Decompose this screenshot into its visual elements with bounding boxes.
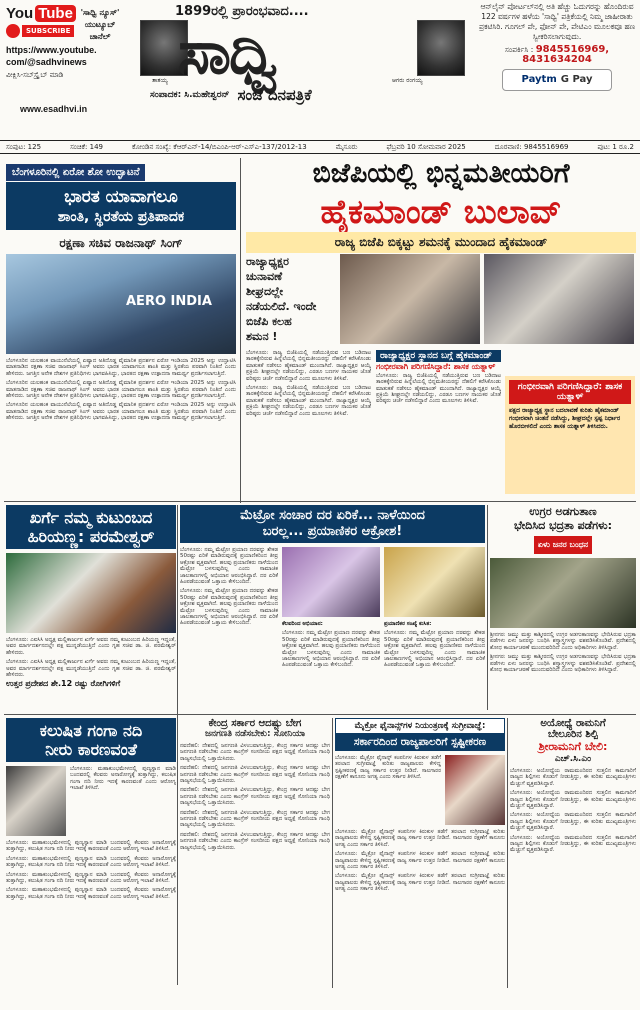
promo-contact-label: ಸಂಪರ್ಕಿಸಿ : xyxy=(504,45,534,54)
headline-line: ಭೇದಿಸಿದ ಭದ್ರತಾ ಪಡೆಗಳು: xyxy=(514,519,612,532)
metro-commuters-photo xyxy=(384,547,485,617)
story-tag: ಬೆಂಗಳೂರಿನಲ್ಲಿ ಏರೋ ಶೋ ಉದ್ಘಾಟನೆ xyxy=(6,164,145,181)
story-paragraph: ಶ್ರೀನಗರ: ಜಮ್ಮು ಮತ್ತು ಕಾಶ್ಮೀರದಲ್ಲಿ ಉಗ್ರರ ಅಡಗುತಾಣವನ್ನು ಭೇದಿಸಿರುವ ಭದ್ರತಾ ಪಡೆಗಳು ಏಳು ಜನರನ್ನು ಬಂಧಿಸಿ ಶಸ್ತ್ರಾಸ್ತ್ರಗಳನ್ನು ವಶಪಡಿಸಿಕೊಂಡಿವೆ. ಪ್ರದೇಶದಲ್ಲಿ ಶೋಧ ಕಾರ್ಯಾಚರಣೆ ಮುಂದುವರಿದಿದೆ ಎಂದು ಅಧಿಕಾರಿಗಳು ತಿಳಿಸಿದ್ದಾರೆ. xyxy=(490,632,636,651)
metro-body-col2 xyxy=(282,621,380,717)
sidebar-text: ಪಕ್ಷದ ರಾಜ್ಯಾಧ್ಯಕ್ಷ ಸ್ಥಾನ ಬದಲಾವಣೆ ಕುರಿತು ಹೈಕಮಾಂಡ್ ಗಂಭೀರವಾಗಿ ಚಿಂತನೆ ನಡೆಸಿದ್ದು, ಶೀಘ್ರದಲ್ಲೇ ಸ್ಪಷ್ಟ ನಿರ್ಧಾರ ಹೊರಬೀಳಲಿದೆ ಎಂದು ಶಾಸಕ ಯತ್ನಾಳ್ ತಿಳಿಸಿದರು. xyxy=(509,407,621,430)
headline-line: ಕೇಂದ್ರ ಸರ್ಕಾರ ಆದಷ್ಟು ಬೇಗ xyxy=(208,718,302,729)
health-minister-photo xyxy=(6,766,66,836)
evening-daily-label: ಸಂಜೆ ದಿನಪತ್ರಿಕೆ xyxy=(237,86,312,104)
bjp-leaders-photo-2 xyxy=(484,254,634,344)
security-forces-photo xyxy=(490,558,636,628)
kharge-headline xyxy=(6,505,176,549)
story-paragraph: ಬೆಂಗಳೂರಿನ ಯಲಹಂಕ ವಾಯುನೆಲೆಯಲ್ಲಿ ಏಷ್ಯಾದ ಅತಿದೊಡ್ಡ ವೈಮಾನಿಕ ಪ್ರದರ್ಶನ ಏರೋ ಇಂಡಿಯಾ 2025 ಅನ್ನು ಉದ್ಘಾಟಿಸಿ ಮಾತನಾಡಿದ ರಕ್ಷಣಾ ಸಚಿವ ರಾಜನಾಥ್ ಸಿಂಗ್ ಅವರು ಭಾರತ ಯಾವಾಗಲೂ ಶಾಂತಿ ಮತ್ತು ಸ್ಥಿರತೆಯ ಪರವಾಗಿ ನಿಂತಿದೆ ಎಂದು ಹೇಳಿದರು. ಜಗತ್ತಿನ ಅನೇಕ ದೇಶಗಳ ಪ್ರತಿನಿಧಿಗಳು ಭಾಗವಹಿಸಿದ್ದು, ಭಾರತದ ರಕ್ಷಣಾ ಉತ್ಪಾದನಾ ಸಾಮರ್ಥ್ಯ ಪ್ರದರ್ಶಿಸಲಾಗುತ್ತಿದೆ. xyxy=(6,380,236,400)
microfinance-body xyxy=(335,829,505,989)
story-paragraph: ಬೆಂಗಳೂರು: ನಮ್ಮ ಮೆಟ್ರೋ ಪ್ರಯಾಣ ದರವನ್ನು ಶೇಕಡ 50ರಷ್ಟು ಏರಿಕೆ ಮಾಡಿರುವುದಕ್ಕೆ ಪ್ರಯಾಣಿಕರಿಂದ ತೀವ್ರ ಆಕ್ರೋಶ ವ್ಯಕ್ತವಾಗಿದೆ. ಹಲವು ಪ್ರಯಾಣಿಕರು ನಾಳೆಯಿಂದ ಮೆಟ್ರೋ ಬಳಸುವುದಿಲ್ಲ ಎಂದು ಸಾಮಾಜಿಕ ಜಾಲತಾಣಗಳಲ್ಲಿ ಅಭಿಯಾನ ಆರಂಭಿಸಿದ್ದಾರೆ. ದರ ಏರಿಕೆ ಹಿಂಪಡೆಯುವಂತೆ ಒತ್ತಾಯ ಕೇಳಿಬಂದಿದೆ. xyxy=(282,630,380,669)
quote-line: ಚುನಾವಣೆ xyxy=(246,270,283,283)
url-line: com/@sadhvinews xyxy=(6,57,87,67)
quote-line: ಬಿಜೆಪಿ ಕಲಹ xyxy=(246,315,292,328)
story-paragraph: ಬೆಂಗಳೂರು: ಮಹಾಕುಂಭಮೇಳದಲ್ಲಿ ಪುಣ್ಯಸ್ನಾನ ಮಾಡಿ ಬಂದವರಲ್ಲಿ ಕೆಲವರು ಅನಾರೋಗ್ಯಕ್ಕೆ ತುತ್ತಾಗಿದ್ದು, ಕಲುಷಿತ ಗಂಗಾ ನದಿ ನೀರು ಇದಕ್ಕೆ ಕಾರಣವಂತೆ ಎಂದು ಆರೋಗ್ಯ ಇಲಾಖೆ ತಿಳಿಸಿದೆ. xyxy=(6,887,176,900)
story-subhead: ಕೆಲವರಿಂದ ಅಭಿಯಾನ: xyxy=(282,621,323,627)
youtube-promo[interactable] xyxy=(6,5,126,120)
metro-train-photo xyxy=(282,547,380,617)
website-link[interactable]: www.esadhvi.in xyxy=(20,104,88,114)
advert-promo xyxy=(478,2,636,126)
yatnal-sidebar xyxy=(505,376,635,494)
bell-icon xyxy=(6,24,20,38)
story-paragraph: ನವದೆಹಲಿ: ದೇಶದಲ್ಲಿ ಜನಗಣತಿ ವಿಳಂಬವಾಗುತ್ತಿದ್ದು, ಕೇಂದ್ರ ಸರ್ಕಾರ ಆದಷ್ಟು ಬೇಗ ಜನಗಣತಿ ನಡೆಸಬೇಕು ಎಂದು ಕಾಂಗ್ರೆಸ್ ಸಂಸದೀಯ ಪಕ್ಷದ ಅಧ್ಯಕ್ಷೆ ಸೋನಿಯಾ ಗಾಂಧಿ ರಾಜ್ಯಸಭೆಯಲ್ಲಿ ಒತ್ತಾಯಿಸಿದರು. xyxy=(180,809,330,829)
ganga-headline xyxy=(6,718,176,762)
quote-line: ರಾಜ್ಯಾಧ್ಯಕ್ಷರ xyxy=(246,255,289,268)
headline-line: ಬೇಲೂರಿನ ಶಿಲ್ಪಿ xyxy=(548,729,598,740)
defence-subhead: ರಕ್ಷಣಾ ಸಚಿವ ರಾಜನಾಥ್ ಸಿಂಗ್ xyxy=(59,236,183,250)
story-paragraph: ಬೆಂಗಳೂರು: ಮೈಕ್ರೋ ಫೈನಾನ್ಸ್ ಕಂಪನಿಗಳ ಕಿರುಕುಳ ತಡೆಗೆ ತರಲಾದ ಸುಗ್ರೀವಾಜ್ಞೆ ಕುರಿತು ರಾಜ್ಯಪಾಲರು ಕೇಳಿದ್ದ ಸ್ಪಷ್ಟೀಕರಣಕ್ಕೆ ರಾಜ್ಯ ಸರ್ಕಾರ ಉತ್ತರ ನೀಡಿದೆ. ಸಾಲಗಾರರ ರಕ್ಷಣೆಗೆ ಕಾನೂನು ಅಗತ್ಯ ಎಂದು ಸರ್ಕಾರ ತಿಳಿಸಿದೆ. xyxy=(335,829,505,848)
bjp-body-col2 xyxy=(376,350,501,500)
story-paragraph: ಬೆಂಗಳೂರು: ನಮ್ಮ ಮೆಟ್ರೋ ಪ್ರಯಾಣ ದರವನ್ನು ಶೇಕಡ 50ರಷ್ಟು ಏರಿಕೆ ಮಾಡಿರುವುದಕ್ಕೆ ಪ್ರಯಾಣಿಕರಿಂದ ತೀವ್ರ ಆಕ್ರೋಶ ವ್ಯಕ್ತವಾಗಿದೆ. ಹಲವು ಪ್ರಯಾಣಿಕರು ನಾಳೆಯಿಂದ ಮೆಟ್ರೋ ಬಳಸುವುದಿಲ್ಲ ಎಂದು ಸಾಮಾಜಿಕ ಜಾಲತಾಣಗಳಲ್ಲಿ ಅಭಿಯಾನ ಆರಂಭಿಸಿದ್ದಾರೆ. ದರ ಏರಿಕೆ ಹಿಂಪಡೆಯುವಂತೆ ಒತ್ತಾಯ ಕೇಳಿಬಂದಿದೆ. xyxy=(384,630,485,669)
terror-story[interactable] xyxy=(490,505,636,742)
headline-line: ನೀರು ಕಾರಣವಂತೆ xyxy=(45,740,137,759)
story-paragraph: ಬೆಂಗಳೂರು: ರಾಜ್ಯ ಬಿಜೆಪಿಯಲ್ಲಿ ನಡೆಯುತ್ತಿರುವ ಬಣ ಬಡಿದಾಟ ತಾರಕಕ್ಕೇರಿರುವ ಹಿನ್ನೆಲೆಯಲ್ಲಿ ಭಿನ್ನಮತೀಯರನ್ನು ದೆಹಲಿಗೆ ಕರೆಸಿಕೊಂಡು ಮಾತುಕತೆ ನಡೆಸಲು ಹೈಕಮಾಂಡ್ ಮುಂದಾಗಿದೆ. ರಾಜ್ಯಾಧ್ಯಕ್ಷರ ಆಯ್ಕೆ ಪ್ರಕ್ರಿಯೆ ಶೀಘ್ರದಲ್ಲೇ ನಡೆಯಲಿದ್ದು, ಎರಡೂ ಬಣಗಳ ನಾಯಕರ ಜೊತೆ ವರಿಷ್ಠರು ಚರ್ಚೆ ನಡೆಸಲಿದ್ದಾರೆ ಎಂದು ಮೂಲಗಳು ತಿಳಿಸಿವೆ. xyxy=(246,350,371,382)
story-paragraph: ಬೆಂಗಳೂರು: ನಮ್ಮ ಮೆಟ್ರೋ ಪ್ರಯಾಣ ದರವನ್ನು ಶೇಕಡ 50ರಷ್ಟು ಏರಿಕೆ ಮಾಡಿರುವುದಕ್ಕೆ ಪ್ರಯಾಣಿಕರಿಂದ ತೀವ್ರ ಆಕ್ರೋಶ ವ್ಯಕ್ತವಾಗಿದೆ. ಹಲವು ಪ್ರಯಾಣಿಕರು ನಾಳೆಯಿಂದ ಮೆಟ್ರೋ ಬಳಸುವುದಿಲ್ಲ ಎಂದು ಸಾಮಾಜಿಕ ಜಾಲತಾಣಗಳಲ್ಲಿ ಅಭಿಯಾನ ಆರಂಭಿಸಿದ್ದಾರೆ. ದರ ಏರಿಕೆ ಹಿಂಪಡೆಯುವಂತೆ ಒತ್ತಾಯ ಕೇಳಿಬಂದಿದೆ. xyxy=(180,588,278,627)
photo-banner-text: AERO INDIA xyxy=(126,294,212,309)
sub-story-subtitle: ಗಂಭೀರವಾಗಿ ಪರಿಗಣಿಸಿದ್ದಾರೆ: ಶಾಸಕ ಯತ್ನಾಳ್ xyxy=(376,362,496,372)
headline-line: ಅಯೋಧ್ಯೆ ರಾಮನಿಗೆ xyxy=(540,718,606,729)
microfinance-story[interactable] xyxy=(335,718,505,989)
headline-line: ಕಲುಷಿತ ಗಂಗಾ ನದಿ xyxy=(39,721,143,740)
story-paragraph: ಶ್ರೀನಗರ: ಜಮ್ಮು ಮತ್ತು ಕಾಶ್ಮೀರದಲ್ಲಿ ಉಗ್ರರ ಅಡಗುತಾಣವನ್ನು ಭೇದಿಸಿರುವ ಭದ್ರತಾ ಪಡೆಗಳು ಏಳು ಜನರನ್ನು ಬಂಧಿಸಿ ಶಸ್ತ್ರಾಸ್ತ್ರಗಳನ್ನು ವಶಪಡಿಸಿಕೊಂಡಿವೆ. ಪ್ರದೇಶದಲ್ಲಿ ಶೋಧ ಕಾರ್ಯಾಚರಣೆ ಮುಂದುವರಿದಿದೆ ಎಂದು ಅಧಿಕಾರಿಗಳು ತಿಳಿಸಿದ್ದಾರೆ. xyxy=(490,654,636,674)
city: ಮೈಸೂರು xyxy=(335,143,358,151)
headline-line: ಬಿಜೆಪಿಯಲ್ಲಿ ಭಿನ್ನಮತೀಯರಿಗೆ xyxy=(312,158,570,189)
channel-line: 'ಸಾಧ್ವಿ ನ್ಯೂಸ್' xyxy=(80,8,120,17)
defence-body xyxy=(6,358,236,498)
channel-label xyxy=(70,7,130,43)
story-paragraph: ಬೆಂಗಳೂರು: ಎಐಸಿಸಿ ಅಧ್ಯಕ್ಷ ಮಲ್ಲಿಕಾರ್ಜುನ ಖರ್ಗೆ ಅವರು ನಮ್ಮ ಕುಟುಂಬದ ಹಿರಿಯಣ್ಣ ಇದ್ದಂತೆ, ಅವರ ಮಾರ್ಗದರ್ಶನದಲ್ಲೇ ಪಕ್ಷ ಮುನ್ನಡೆಯುತ್ತಿದೆ ಎಂದು ಗೃಹ ಸಚಿವ ಡಾ. ಜಿ. ಪರಮೇಶ್ವರ್ ಹೇಳಿದರು. xyxy=(6,637,176,656)
headline-line: ಶಾಂತಿ, ಸ್ಥಿರತೆಯ ಪ್ರತಿಪಾದಕ xyxy=(57,209,185,225)
defence-story-tag xyxy=(6,160,236,179)
microfinance-body-top xyxy=(335,755,441,825)
story-paragraph: ಬೆಂಗಳೂರು: ಮಹಾಕುಂಭಮೇಳದಲ್ಲಿ ಪುಣ್ಯಸ್ನಾನ ಮಾಡಿ ಬಂದವರಲ್ಲಿ ಕೆಲವರು ಅನಾರೋಗ್ಯಕ್ಕೆ ತುತ್ತಾಗಿದ್ದು, ಕಲುಷಿತ ಗಂಗಾ ನದಿ ನೀರು ಇದಕ್ಕೆ ಕಾರಣವಂತೆ ಎಂದು ಆರೋಗ್ಯ ಇಲಾಖೆ ತಿಳಿಸಿದೆ. xyxy=(6,840,176,853)
ganga-story[interactable] xyxy=(6,718,176,1010)
ganga-body xyxy=(6,840,176,1010)
story-paragraph: ನವದೆಹಲಿ: ದೇಶದಲ್ಲಿ ಜನಗಣತಿ ವಿಳಂಬವಾಗುತ್ತಿದ್ದು, ಕೇಂದ್ರ ಸರ್ಕಾರ ಆದಷ್ಟು ಬೇಗ ಜನಗಣತಿ ನಡೆಸಬೇಕು ಎಂದು ಕಾಂಗ್ರೆಸ್ ಸಂಸದೀಯ ಪಕ್ಷದ ಅಧ್ಯಕ್ಷೆ ಸೋನಿಯಾ ಗಾಂಧಿ ರಾಜ್ಯಸಭೆಯಲ್ಲಿ ಒತ್ತಾಯಿಸಿದರು. xyxy=(180,831,330,851)
census-body xyxy=(180,743,330,973)
visit-note: ವೀಕ್ಷಿಸಿ-ಸಬ್‌ಸ್ಕ್ರೈಬ್ ಮಾಡಿ xyxy=(6,71,64,79)
editor-portrait xyxy=(417,20,465,76)
story-paragraph: ಬೆಂಗಳೂರು: ರಾಜ್ಯ ಬಿಜೆಪಿಯಲ್ಲಿ ನಡೆಯುತ್ತಿರುವ ಬಣ ಬಡಿದಾಟ ತಾರಕಕ್ಕೇರಿರುವ ಹಿನ್ನೆಲೆಯಲ್ಲಿ ಭಿನ್ನಮತೀಯರನ್ನು ದೆಹಲಿಗೆ ಕರೆಸಿಕೊಂಡು ಮಾತುಕತೆ ನಡೆಸಲು ಹೈಕಮಾಂಡ್ ಮುಂದಾಗಿದೆ. ರಾಜ್ಯಾಧ್ಯಕ್ಷರ ಆಯ್ಕೆ ಪ್ರಕ್ರಿಯೆ ಶೀಘ್ರದಲ್ಲೇ ನಡೆಯಲಿದ್ದು, ಎರಡೂ ಬಣಗಳ ನಾಯಕರ ಜೊತೆ ವರಿಷ್ಠರು ಚರ್ಚೆ ನಡೆಸಲಿದ್ದಾರೆ ಎಂದು ಮೂಲಗಳು ತಿಳಿಸಿವೆ. xyxy=(246,385,371,417)
youtube-logo-text-tube: Tube xyxy=(35,5,76,22)
story-paragraph: ಬೆಂಗಳೂರು: ಮೈಕ್ರೋ ಫೈನಾನ್ಸ್ ಕಂಪನಿಗಳ ಕಿರುಕುಳ ತಡೆಗೆ ತರಲಾದ ಸುಗ್ರೀವಾಜ್ಞೆ ಕುರಿತು ರಾಜ್ಯಪಾಲರು ಕೇಳಿದ್ದ ಸ್ಪಷ್ಟೀಕರಣಕ್ಕೆ ರಾಜ್ಯ ಸರ್ಕಾರ ಉತ್ತರ ನೀಡಿದೆ. ಸಾಲಗಾರರ ರಕ್ಷಣೆಗೆ ಕಾನೂನು ಅಗತ್ಯ ಎಂದು ಸರ್ಕಾರ ತಿಳಿಸಿದೆ. xyxy=(335,755,441,781)
since-line: 1899ರಲ್ಲಿ ಪ್ರಾರಂಭವಾದ.... xyxy=(175,4,309,19)
masthead xyxy=(130,2,475,104)
story-paragraph: ಬೆಂಗಳೂರು: ಮಹಾಕುಂಭಮೇಳದಲ್ಲಿ ಪುಣ್ಯಸ್ನಾನ ಮಾಡಿ ಬಂದವರಲ್ಲಿ ಕೆಲವರು ಅನಾರೋಗ್ಯಕ್ಕೆ ತುತ್ತಾಗಿದ್ದು, ಕಲುಷಿತ ಗಂಗಾ ನದಿ ನೀರು ಇದಕ್ಕೆ ಕಾರಣವಂತೆ ಎಂದು ಆರೋಗ್ಯ ಇಲಾಖೆ ತಿಳಿಸಿದೆ. xyxy=(6,871,176,885)
headline-line: ಖರ್ಗೆ ನಮ್ಮ ಕುಟುಂಬದ xyxy=(29,508,153,527)
date: ಫೆಬ್ರವರಿ 10 ಸೋಮವಾರ 2025 xyxy=(386,143,466,151)
headline-line: ಜನಗಣತಿ ನಡೆಸಬೇಕು: ಸೋನಿಯಾ xyxy=(204,729,306,739)
headline-line: ಸರ್ಕಾರದಿಂದ ರಾಜ್ಯಪಾಲರಿಗೆ ಸ್ಪಷ್ಟೀಕರಣ xyxy=(335,734,505,751)
story-paragraph: ಬೆಂಗಳೂರು: ಅಯೋಧ್ಯೆಯ ರಾಮಮಂದಿರದ ಸುತ್ತಲಿನ ಕಾಮಗಾರಿಗೆ ರಾಜ್ಯದ ಶಿಲ್ಪಿಗಳು ಕೊಡುಗೆ ನೀಡುತ್ತಿದ್ದು, ಈ ಕುರಿತು ಮುಖ್ಯಮಂತ್ರಿಗಳು ಮೆಚ್ಚುಗೆ ವ್ಯಕ್ತಪಡಿಸಿದ್ದಾರೆ. xyxy=(510,790,636,810)
issue-number: ಸಂಚಿಕೆ: 149 xyxy=(70,143,103,151)
headline-line: ಉಗ್ರರ ಅಡಗುತಾಣ xyxy=(529,505,597,518)
promo-phone[interactable]: 8431634204 xyxy=(522,54,592,65)
story-paragraph: ಬೆಂಗಳೂರಿನ ಯಲಹಂಕ ವಾಯುನೆಲೆಯಲ್ಲಿ ಏಷ್ಯಾದ ಅತಿದೊಡ್ಡ ವೈಮಾನಿಕ ಪ್ರದರ್ಶನ ಏರೋ ಇಂಡಿಯಾ 2025 ಅನ್ನು ಉದ್ಘಾಟಿಸಿ ಮಾತನಾಡಿದ ರಕ್ಷಣಾ ಸಚಿವ ರಾಜನಾಥ್ ಸಿಂಗ್ ಅವರು ಭಾರತ ಯಾವಾಗಲೂ ಶಾಂತಿ ಮತ್ತು ಸ್ಥಿರತೆಯ ಪರವಾಗಿ ನಿಂತಿದೆ ಎಂದು ಹೇಳಿದರು. ಜಗತ್ತಿನ ಅನೇಕ ದೇಶಗಳ ಪ್ರತಿನಿಧಿಗಳು ಭಾಗವಹಿಸಿದ್ದು, ಭಾರತದ ರಕ್ಷಣಾ ಉತ್ಪಾದನಾ ಸಾಮರ್ಥ್ಯ ಪ್ರದರ್ಶಿಸಲಾಗುತ್ತಿದೆ. xyxy=(6,402,236,422)
census-story[interactable] xyxy=(180,718,330,973)
story-paragraph: ಬೆಂಗಳೂರು: ಅಯೋಧ್ಯೆಯ ರಾಮಮಂದಿರದ ಸುತ್ತಲಿನ ಕಾಮಗಾರಿಗೆ ರಾಜ್ಯದ ಶಿಲ್ಪಿಗಳು ಕೊಡುಗೆ ನೀಡುತ್ತಿದ್ದು, ಈ ಕುರಿತು ಮುಖ್ಯಮಂತ್ರಿಗಳು ಮೆಚ್ಚುಗೆ ವ್ಯಕ್ತಪಡಿಸಿದ್ದಾರೆ. xyxy=(510,812,636,832)
promo-phone[interactable]: 9845516969, xyxy=(535,44,610,55)
editor-bar xyxy=(150,86,480,104)
story-paragraph: ನವದೆಹಲಿ: ದೇಶದಲ್ಲಿ ಜನಗಣತಿ ವಿಳಂಬವಾಗುತ್ತಿದ್ದು, ಕೇಂದ್ರ ಸರ್ಕಾರ ಆದಷ್ಟು ಬೇಗ ಜನಗಣತಿ ನಡೆಸಬೇಕು ಎಂದು ಕಾಂಗ್ರೆಸ್ ಸಂಸದೀಯ ಪಕ್ಷದ ಅಧ್ಯಕ್ಷೆ ಸೋನಿಯಾ ಗಾಂಧಿ ರಾಜ್ಯಸಭೆಯಲ್ಲಿ ಒತ್ತಾಯಿಸಿದರು. xyxy=(180,765,330,785)
headline-line: ಎಚ್.ಸಿ.ಎಂ xyxy=(554,754,592,764)
bjp-pull-quote xyxy=(246,254,336,344)
editor-name: ಸಂಪಾದಕ: ಸಿ.ಮಹೇಶ್ವರನ್ xyxy=(150,90,230,100)
metro-body-col1 xyxy=(180,547,278,717)
headline-line: ಹಿರಿಯಣ್ಣ: ಪರಮೇಶ್ವರ್ xyxy=(27,527,155,546)
gpay-logo: G Pay xyxy=(560,74,593,85)
channel-line: ಯುಟ್ಯೂಬ್ xyxy=(84,20,116,29)
sub-story-title: ರಾಜ್ಯಾಧ್ಯಕ್ಷರ ಸ್ಥಾನದ ಬಗ್ಗೆ ಹೈಕಮಾಂಡ್ xyxy=(376,350,501,362)
story-paragraph: ನವದೆಹಲಿ: ದೇಶದಲ್ಲಿ ಜನಗಣತಿ ವಿಳಂಬವಾಗುತ್ತಿದ್ದು, ಕೇಂದ್ರ ಸರ್ಕಾರ ಆದಷ್ಟು ಬೇಗ ಜನಗಣತಿ ನಡೆಸಬೇಕು ಎಂದು ಕಾಂಗ್ರೆಸ್ ಸಂಸದೀಯ ಪಕ್ಷದ ಅಧ್ಯಕ್ಷೆ ಸೋನಿಯಾ ಗಾಂಧಿ ರಾಜ್ಯಸಭೆಯಲ್ಲಿ ಒತ್ತಾಯಿಸಿದರು. xyxy=(180,743,330,762)
kharge-photo xyxy=(6,553,176,633)
subscribe-label: SUBSCRIBE xyxy=(22,25,74,37)
story-paragraph: ಬೆಂಗಳೂರು: ಅಯೋಧ್ಯೆಯ ರಾಮಮಂದಿರದ ಸುತ್ತಲಿನ ಕಾಮಗಾರಿಗೆ ರಾಜ್ಯದ ಶಿಲ್ಪಿಗಳು ಕೊಡುಗೆ ನೀಡುತ್ತಿದ್ದು, ಈ ಕುರಿತು ಮುಖ್ಯಮಂತ್ರಿಗಳು ಮೆಚ್ಚುಗೆ ವ್ಯಕ್ತಪಡಿಸಿದ್ದಾರೆ. xyxy=(510,834,636,854)
headline-line: ಭಾರತ ಯಾವಾಗಲೂ xyxy=(64,187,178,207)
defence-headline[interactable] xyxy=(6,182,236,230)
youtube-url[interactable] xyxy=(6,44,126,68)
headline-line: ಶ್ರೀರಾಮನಿಗೆ ಬೇಲಿ: xyxy=(538,740,608,753)
headline-line: ಬರಲ್ಲ... ಪ್ರಯಾಣಿಕರ ಆಕ್ರೋಶ! xyxy=(262,524,403,539)
story-kicker: ಉತ್ತರ ಪ್ರದೇಶದ ಶೇ.12 ರಷ್ಟು ರೋಗಿಗಳಿಗೆ xyxy=(6,679,121,689)
newspaper-title: ಸಾಧ್ವಿ xyxy=(178,18,277,88)
governor-photo xyxy=(445,755,505,825)
headline-line: ಹೈಕಮಾಂಡ್ ಬುಲಾವ್ xyxy=(320,192,562,231)
channel-line: ಚಾನೆಲ್ xyxy=(89,32,111,41)
bjp-body-col1 xyxy=(246,350,371,500)
registration: ಕೋಂಡಿನ ಸಂಖ್ಯೆ: ಕೆಆರ್‌ಎನ್-14/ಬಿಎಂಪಿ-ಆರ್-ಎಸ್ಎ-137/2012-13 xyxy=(132,143,307,151)
story-subhead: ಪ್ರಯಾಣಿಕರ ಸಂಖ್ಯೆ ಕುಸಿತ: xyxy=(384,621,432,627)
bjp-subhead: ರಾಜ್ಯ ಬಿಜೆಪಿ ಬಿಕ್ಕಟ್ಟು ಶಮನಕ್ಕೆ ಮುಂದಾದ ಹೈಕಮಾಂಡ್ xyxy=(246,232,636,253)
office-phone: ದೂರವಾಣಿ: 9845516969 xyxy=(494,143,569,151)
url-line: https://www.youtube. xyxy=(6,45,97,55)
story-paragraph: ಬೆಂಗಳೂರು: ಅಯೋಧ್ಯೆಯ ರಾಮಮಂದಿರದ ಸುತ್ತಲಿನ ಕಾಮಗಾರಿಗೆ ರಾಜ್ಯದ ಶಿಲ್ಪಿಗಳು ಕೊಡುಗೆ ನೀಡುತ್ತಿದ್ದು, ಈ ಕುರಿತು ಮುಖ್ಯಮಂತ್ರಿಗಳು ಮೆಚ್ಚುಗೆ ವ್ಯಕ್ತಪಡಿಸಿದ್ದಾರೆ. xyxy=(510,768,636,787)
youtube-logo-text-you: You xyxy=(6,5,34,22)
metro-body-col3 xyxy=(384,621,485,717)
story-paragraph: ಬೆಂಗಳೂರು: ಮೈಕ್ರೋ ಫೈನಾನ್ಸ್ ಕಂಪನಿಗಳ ಕಿರುಕುಳ ತಡೆಗೆ ತರಲಾದ ಸುಗ್ರೀವಾಜ್ಞೆ ಕುರಿತು ರಾಜ್ಯಪಾಲರು ಕೇಳಿದ್ದ ಸ್ಪಷ್ಟೀಕರಣಕ್ಕೆ ರಾಜ್ಯ ಸರ್ಕಾರ ಉತ್ತರ ನೀಡಿದೆ. ಸಾಲಗಾರರ ರಕ್ಷಣೆಗೆ ಕಾನೂನು ಅಗತ್ಯ ಎಂದು ಸರ್ಕಾರ ತಿಳಿಸಿದೆ. xyxy=(335,873,505,893)
promo-text: ಆನ್‌ಲೈನ್ ಪೋರ್ಟಲ್‌ನಲ್ಲಿ ಅತಿ ಹೆಚ್ಚು ಓದುಗರನ್ನು ಹೊಂದಿರುವ 122 ವರ್ಷಗಳ ಹಳೆಯ 'ಸಾಧ್ವಿ' ಪತ್ರಿಕೆಯಲ್ಲಿ ನಿಮ್ಮ ಜಾಹೀರಾತು ಪ್ರಕಟಿಸಿರಿ. ಗೂಗಲ್ ಪೇ, ಫೋನ್ ಪೇ, ಪೇಟಿಎಂ ಮೂಲಕವೂ ಹಣ ಸ್ವೀಕರಿಸಲಾಗುವುದು. xyxy=(478,2,636,41)
story-paragraph: ಬೆಂಗಳೂರು: ಎಐಸಿಸಿ ಅಧ್ಯಕ್ಷ ಮಲ್ಲಿಕಾರ್ಜುನ ಖರ್ಗೆ ಅವರು ನಮ್ಮ ಕುಟುಂಬದ ಹಿರಿಯಣ್ಣ ಇದ್ದಂತೆ, ಅವರ ಮಾರ್ಗದರ್ಶನದಲ್ಲೇ ಪಕ್ಷ ಮುನ್ನಡೆಯುತ್ತಿದೆ ಎಂದು ಗೃಹ ಸಚಿವ ಡಾ. ಜಿ. ಪರಮೇಶ್ವರ್ ಹೇಳಿದರು. xyxy=(6,659,176,679)
story-paragraph: ಬೆಂಗಳೂರು: ಮಹಾಕುಂಭಮೇಳದಲ್ಲಿ ಪುಣ್ಯಸ್ನಾನ ಮಾಡಿ ಬಂದವರಲ್ಲಿ ಕೆಲವರು ಅನಾರೋಗ್ಯಕ್ಕೆ ತುತ್ತಾಗಿದ್ದು, ಕಲುಷಿತ ಗಂಗಾ ನದಿ ನೀರು ಇದಕ್ಕೆ ಕಾರಣವಂತೆ ಎಂದು ಆರೋಗ್ಯ ಇಲಾಖೆ ತಿಳಿಸಿದೆ. xyxy=(6,855,176,869)
story-paragraph: ಬೆಂಗಳೂರು: ನಮ್ಮ ಮೆಟ್ರೋ ಪ್ರಯಾಣ ದರವನ್ನು ಶೇಕಡ 50ರಷ್ಟು ಏರಿಕೆ ಮಾಡಿರುವುದಕ್ಕೆ ಪ್ರಯಾಣಿಕರಿಂದ ತೀವ್ರ ಆಕ್ರೋಶ ವ್ಯಕ್ತವಾಗಿದೆ. ಹಲವು ಪ್ರಯಾಣಿಕರು ನಾಳೆಯಿಂದ ಮೆಟ್ರೋ ಬಳಸುವುದಿಲ್ಲ ಎಂದು ಸಾಮಾಜಿಕ ಜಾಲತಾಣಗಳಲ್ಲಿ ಅಭಿಯಾನ ಆರಂಭಿಸಿದ್ದಾರೆ. ದರ ಏರಿಕೆ ಹಿಂಪಡೆಯುವಂತೆ ಒತ್ತಾಯ ಕೇಳಿಬಂದಿದೆ. xyxy=(180,547,278,586)
volume: ಸಂಪುಟ: 125 xyxy=(6,143,42,151)
story-paragraph: ನವದೆಹಲಿ: ದೇಶದಲ್ಲಿ ಜನಗಣತಿ ವಿಳಂಬವಾಗುತ್ತಿದ್ದು, ಕೇಂದ್ರ ಸರ್ಕಾರ ಆದಷ್ಟು ಬೇಗ ಜನಗಣತಿ ನಡೆಸಬೇಕು ಎಂದು ಕಾಂಗ್ರೆಸ್ ಸಂಸದೀಯ ಪಕ್ಷದ ಅಧ್ಯಕ್ಷೆ ಸೋನಿಯಾ ಗಾಂಧಿ ರಾಜ್ಯಸಭೆಯಲ್ಲಿ ಒತ್ತಾಯಿಸಿದರು. xyxy=(180,787,330,807)
headline-line: ಮೈಕ್ರೋ ಫೈನಾನ್ಸ್‌ಗಳ ನಿಯಂತ್ರಣಕ್ಕೆ ಸುಗ್ರೀವಾಜ್ಞೆ: xyxy=(335,718,505,734)
story-paragraph: ಬೆಂಗಳೂರು: ಮಹಾಕುಂಭಮೇಳದಲ್ಲಿ ಪುಣ್ಯಸ್ನಾನ ಮಾಡಿ ಬಂದವರಲ್ಲಿ ಕೆಲವರು ಅನಾರೋಗ್ಯಕ್ಕೆ ತುತ್ತಾಗಿದ್ದು, ಕಲುಷಿತ ಗಂಗಾ ನದಿ ನೀರು ಇದಕ್ಕೆ ಕಾರಣವಂತೆ ಎಂದು ಆರೋಗ್ಯ ಇಲಾಖೆ ತಿಳಿಸಿದೆ. xyxy=(70,766,176,792)
bjp-leaders-photo-1 xyxy=(340,254,480,344)
ayodhya-story[interactable] xyxy=(510,718,636,968)
metro-story[interactable] xyxy=(180,505,485,717)
portrait-caption: ತಾತಯ್ಯ xyxy=(152,77,168,84)
story-paragraph: ಬೆಂಗಳೂರು: ಮೈಕ್ರೋ ಫೈನಾನ್ಸ್ ಕಂಪನಿಗಳ ಕಿರುಕುಳ ತಡೆಗೆ ತರಲಾದ ಸುಗ್ರೀವಾಜ್ಞೆ ಕುರಿತು ರಾಜ್ಯಪಾಲರು ಕೇಳಿದ್ದ ಸ್ಪಷ್ಟೀಕರಣಕ್ಕೆ ರಾಜ್ಯ ಸರ್ಕಾರ ಉತ್ತರ ನೀಡಿದೆ. ಸಾಲಗಾರರ ರಕ್ಷಣೆಗೆ ಕಾನೂನು ಅಗತ್ಯ ಎಂದು ಸರ್ಕಾರ ತಿಳಿಸಿದೆ. xyxy=(335,851,505,871)
story-paragraph: ಬೆಂಗಳೂರಿನ ಯಲಹಂಕ ವಾಯುನೆಲೆಯಲ್ಲಿ ಏಷ್ಯಾದ ಅತಿದೊಡ್ಡ ವೈಮಾನಿಕ ಪ್ರದರ್ಶನ ಏರೋ ಇಂಡಿಯಾ 2025 ಅನ್ನು ಉದ್ಘಾಟಿಸಿ ಮಾತನಾಡಿದ ರಕ್ಷಣಾ ಸಚಿವ ರಾಜನಾಥ್ ಸಿಂಗ್ ಅವರು ಭಾರತ ಯಾವಾಗಲೂ ಶಾಂತಿ ಮತ್ತು ಸ್ಥಿರತೆಯ ಪರವಾಗಿ ನಿಂತಿದೆ ಎಂದು ಹೇಳಿದರು. ಜಗತ್ತಿನ ಅನೇಕ ದೇಶಗಳ ಪ್ರತಿನಿಧಿಗಳು ಭಾಗವಹಿಸಿದ್ದು, ಭಾರತದ ರಕ್ಷಣಾ ಉತ್ಪಾದನಾ ಸಾಮರ್ಥ್ಯ ಪ್ರದರ್ಶಿಸಲಾಗುತ್ತಿದೆ. xyxy=(6,358,236,377)
headline-line: ಮೆಟ್ರೋ ಸಂಚಾರ ದರ ಏರಿಕೆ... ನಾಳೆಯಿಂದ xyxy=(240,508,425,523)
story-paragraph: ಬೆಂಗಳೂರು: ರಾಜ್ಯ ಬಿಜೆಪಿಯಲ್ಲಿ ನಡೆಯುತ್ತಿರುವ ಬಣ ಬಡಿದಾಟ ತಾರಕಕ್ಕೇರಿರುವ ಹಿನ್ನೆಲೆಯಲ್ಲಿ ಭಿನ್ನಮತೀಯರನ್ನು ದೆಹಲಿಗೆ ಕರೆಸಿಕೊಂಡು ಮಾತುಕತೆ ನಡೆಸಲು ಹೈಕಮಾಂಡ್ ಮುಂದಾಗಿದೆ. ರಾಜ್ಯಾಧ್ಯಕ್ಷರ ಆಯ್ಕೆ ಪ್ರಕ್ರಿಯೆ ಶೀಘ್ರದಲ್ಲೇ ನಡೆಯಲಿದ್ದು, ಎರಡೂ ಬಣಗಳ ನಾಯಕರ ಜೊತೆ ವರಿಷ್ಠರು ಚರ್ಚೆ ನಡೆಸಲಿದ್ದಾರೆ ಎಂದು ಮೂಲಗಳು ತಿಳಿಸಿವೆ. xyxy=(376,372,501,405)
quote-line: ಶೀಘ್ರದಲ್ಲೇ xyxy=(246,285,284,298)
portrait-caption: ಆಗರು ರಂಗಯ್ಯ xyxy=(392,77,423,84)
payment-options xyxy=(502,69,612,91)
quote-line: ನಡೆಯಲಿದೆ. ಇಂದೇ xyxy=(246,300,317,313)
ganga-body-top xyxy=(70,766,176,836)
pages-price: ಪುಟ: 1 ರೂ.2 xyxy=(597,143,634,151)
sidebar-title: ಗಂಭೀರವಾಗಿ ಪರಿಗಣಿಸಿದ್ದಾರೆ: ಶಾಸಕ ಯತ್ನಾಳ್ xyxy=(509,380,631,404)
headline-highlight: ಏಳು ಜನರ ಬಂಧನ xyxy=(534,536,592,554)
quote-line: ಶಮನ ! xyxy=(246,330,278,343)
ayodhya-body xyxy=(510,768,636,968)
bjp-headline[interactable] xyxy=(246,158,636,232)
paytm-logo: Paytm xyxy=(521,74,557,85)
kharge-story[interactable] xyxy=(6,505,176,742)
issue-info-bar xyxy=(0,140,640,154)
metro-headline xyxy=(180,505,485,543)
aero-show-photo xyxy=(6,254,236,354)
